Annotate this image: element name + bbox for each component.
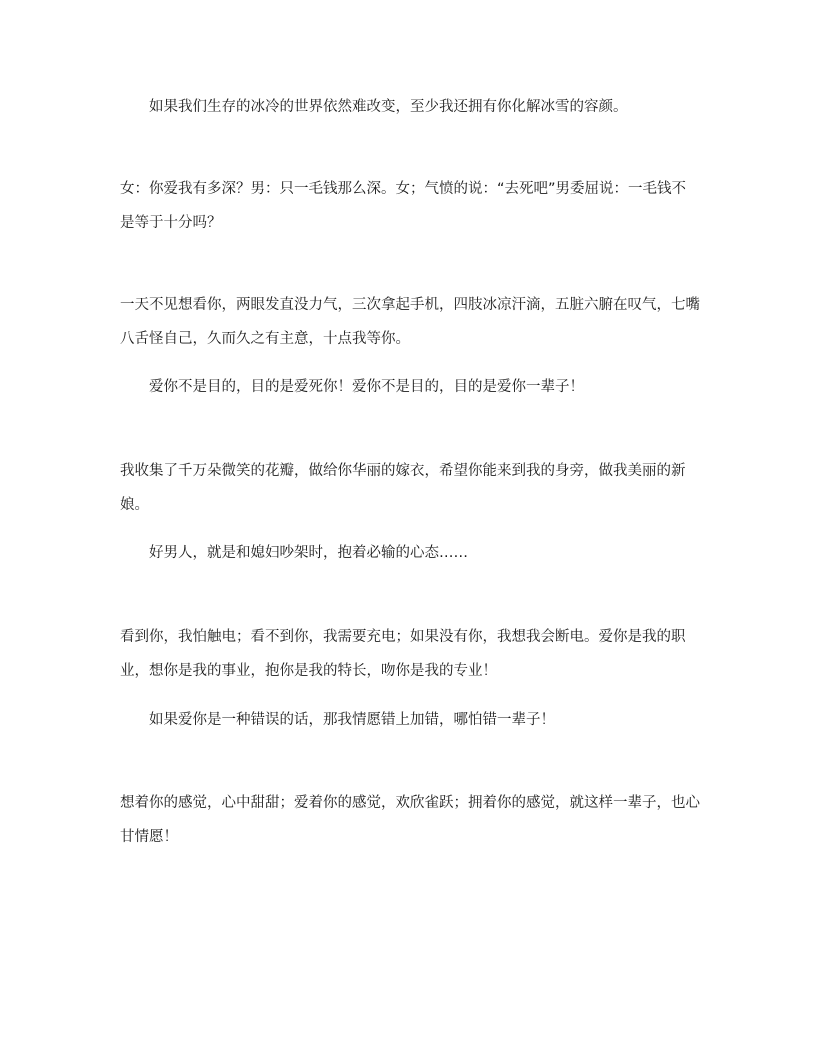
paragraph-4: 爱你不是目的，目的是爱死你！爱你不是目的，目的是爱你一辈子！ [149,379,584,395]
paragraph-1: 如果我们生存的冰冷的世界依然难改变，至少我还拥有你化解冰雪的容颜。 [149,99,628,115]
paragraph-7: 看到你，我怕触电；看不到你，我需要充电；如果没有你，我想我会断电。爱你是我的职业，想你是我的事业，抱你是我的特长，吻你是我的专业！ [120,629,686,679]
paragraph-5: 我收集了千万朵微笑的花瓣，做给你华丽的嫁衣，希望你能来到我的身旁，做我美丽的新娘。 [120,463,686,513]
paragraph-2: 女：你爱我有多深？男：只一毛钱那么深。女；气愤的说：“去死吧”男委屈说：一毛钱不是等于十分吗？ [120,181,687,231]
paragraph-9: 想着你的感觉，心中甜甜；爱着你的感觉，欢欣雀跃；拥着你的感觉，就这样一辈子，也心甘情愿！ [120,795,700,845]
paragraph-6: 好男人，就是和媳妇吵架时，抱着必输的心态…… [149,545,468,561]
paragraph-3: 一天不见想看你，两眼发直没力气，三次拿起手机，四肢冰凉汗滴，五脏六腑在叹气，七嘴八舌怪自己，久而久之有主意，十点我等你。 [120,297,700,347]
paragraph-8: 如果爱你是一种错误的话，那我情愿错上加错，哪怕错一辈子！ [149,712,555,728]
